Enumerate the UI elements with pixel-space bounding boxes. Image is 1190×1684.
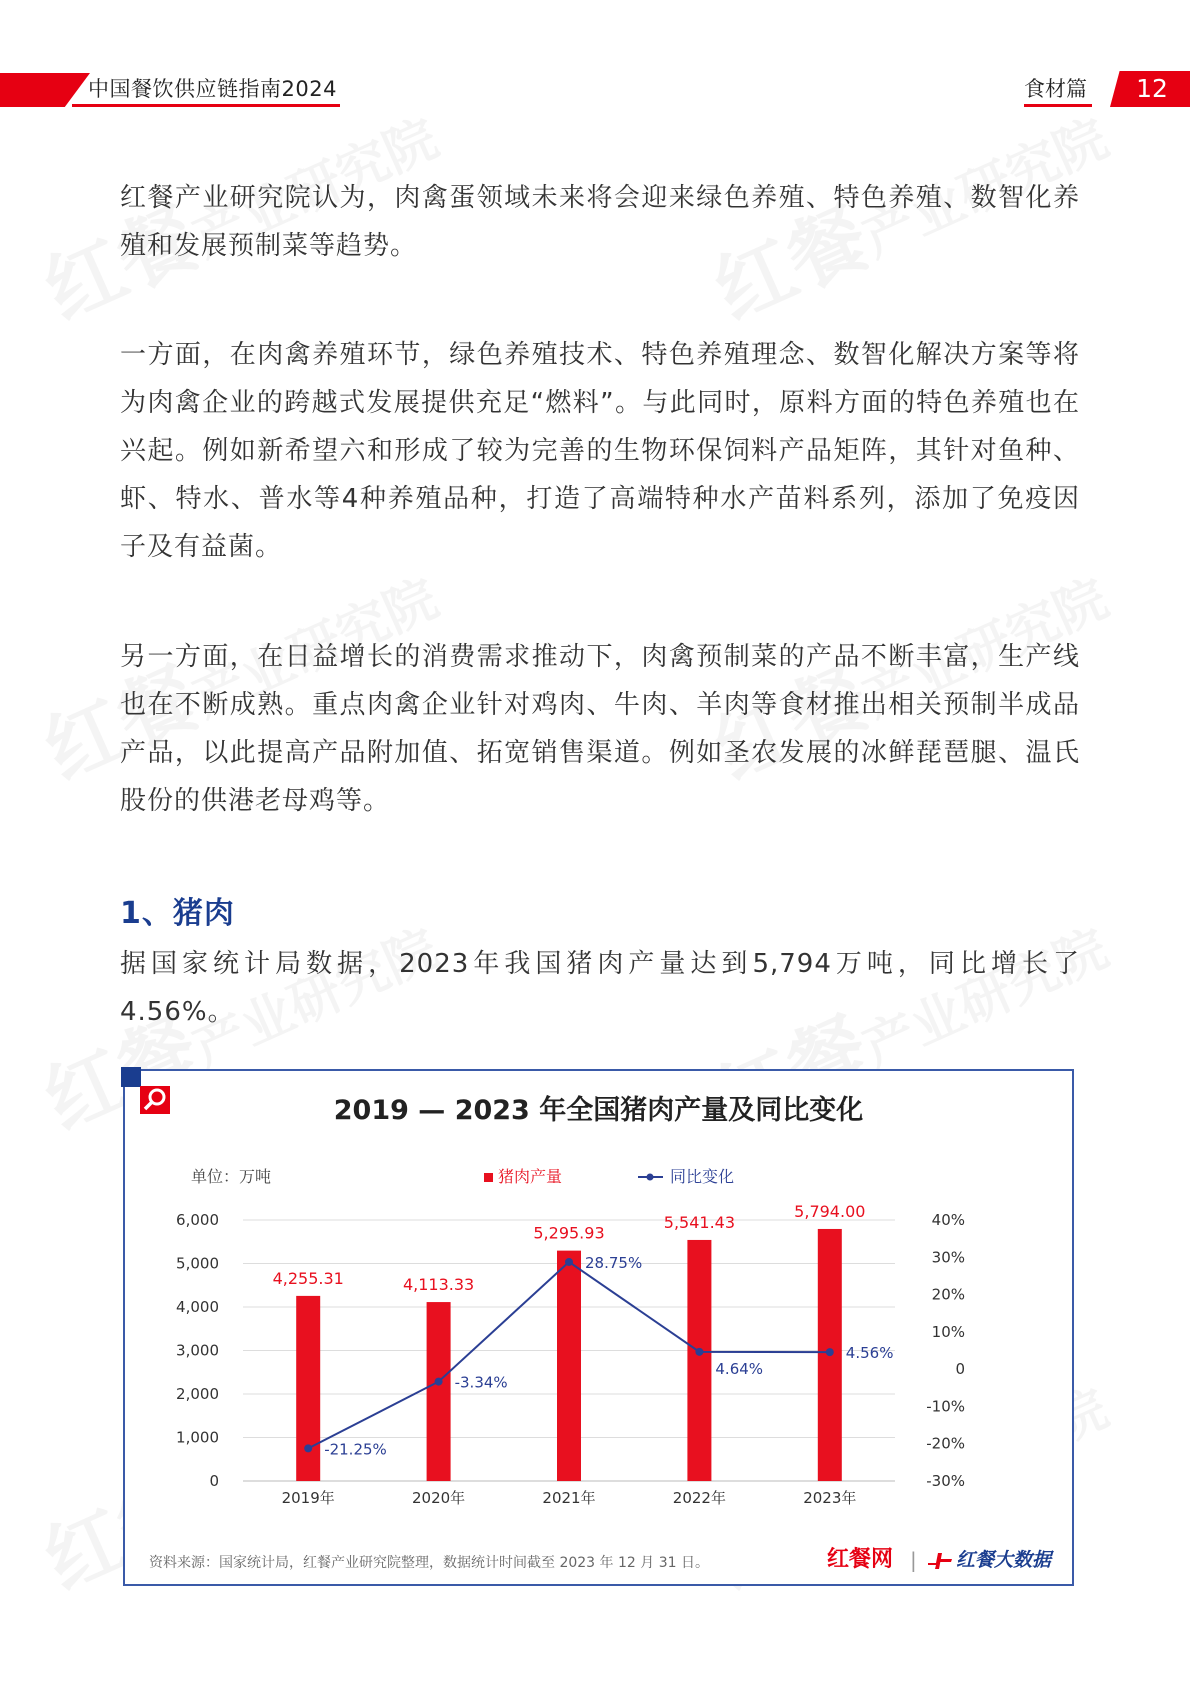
legend-bar-label: 猪肉产量 [498,1167,563,1186]
paragraph-pork-output: 据国家统计局数据，2023年我国猪肉产量达到5,794万吨，同比增长了4.56%。 [120,949,1080,1027]
y-left-tick-label: 1,000 [176,1428,219,1447]
bar-data-label: 5,541.43 [663,1212,736,1232]
hongcan-logo: 红餐网 [827,1547,894,1572]
yoy-point [565,1258,573,1266]
x-tick-label: 2021年 [542,1489,596,1507]
bar [296,1296,320,1481]
y-right-tick-label: 30% [931,1248,965,1267]
x-tick-label: 2022年 [672,1489,726,1507]
bar-data-label: 4,255.31 [272,1268,344,1288]
y-right-tick-label: 40% [931,1211,965,1229]
unit-label: 单位：万吨 [191,1167,272,1186]
x-tick-label: 2020年 [412,1489,466,1507]
yoy-point [826,1348,834,1356]
bar-data-label: 4,113.33 [402,1275,475,1295]
legend-bar-swatch [484,1173,493,1182]
legend-line-label: 同比变化 [670,1167,735,1186]
logo-divider: | [910,1548,917,1572]
section-heading-pork: 1、猪肉 [120,896,235,931]
y-right-tick-label: 10% [931,1322,965,1341]
yoy-data-label: -3.34% [454,1373,508,1392]
hongcan-data-logo-icon [926,1549,954,1573]
y-left-tick-label: 0 [209,1472,219,1490]
yoy-data-label: 28.75% [585,1253,643,1272]
header-underline-left [72,104,340,107]
y-left-tick-label: 3,000 [176,1341,219,1360]
y-left-tick-label: 4,000 [176,1298,219,1316]
y-left-tick-label: 5,000 [176,1254,219,1273]
yoy-point [695,1348,703,1356]
yoy-data-label: 4.56% [845,1344,894,1363]
y-right-tick-label: -10% [926,1397,965,1416]
section-label: 食材篇 [1024,77,1087,101]
chart-source: 资料来源：国家统计局，红餐产业研究院整理，数据统计时间截至 2023 年 12 月 31 日。 [149,1555,709,1571]
paragraph-prepared-food: 另一方面，在日益增长的消费需求推动下，肉禽预制菜的产品不断丰富，生产线也在不断成熟。重点肉禽企业针对鸡肉、牛肉、羊肉等食材推出相关预制半成品产品，以此提高产品附加值、拓宽销售渠道。例如圣农发展的冰鲜琵琶腿、温氏股份的供港老母鸡等。 [120,642,1080,816]
header-underline-right [1024,104,1092,107]
paragraph-trends: 红餐产业研究院认为，肉禽蛋领域未来将会迎来绿色养殖、特色养殖、数智化养殖和发展预制菜等趋势。 [120,183,1080,261]
chart-title: 2019 — 2023 年全国猪肉产量及同比变化 [333,1095,864,1126]
bar-data-label: 5,794.00 [794,1201,866,1221]
bar [557,1251,581,1481]
x-tick-label: 2019年 [281,1489,335,1507]
document-title: 中国餐饮供应链指南2024 [88,77,337,101]
yoy-data-label: 4.64% [715,1359,764,1378]
page-number: 12 [1136,74,1168,103]
header-accent-left [0,73,90,107]
paragraph-breeding: 一方面，在肉禽养殖环节，绿色养殖技术、特色养殖理念、数智化解决方案等将为肉禽企业的跨越式发展提供充足“燃料”。与此同时，原料方面的特色养殖也在兴起。例如新希望六和形成了较为完善的生物环保饲料产品矩阵，其针对鱼种、虾、特水、普水等4种养殖品种，打造了高端特种水产苗料系列，添加了免疫因子及有益菌。 [120,340,1080,562]
y-right-tick-label: 0 [955,1360,965,1379]
legend-line-marker [647,1174,654,1181]
y-right-tick-label: 20% [931,1285,965,1304]
bar-data-label: 5,295.93 [533,1223,605,1243]
pork-production-chart [125,1071,1072,1584]
y-left-tick-label: 6,000 [176,1211,219,1229]
y-right-tick-label: -30% [926,1472,965,1490]
x-tick-label: 2023年 [803,1489,857,1507]
yoy-point [304,1444,312,1452]
bar [687,1240,711,1481]
bar [427,1302,451,1481]
yoy-point [435,1378,443,1386]
hongcan-data-logo: 红餐大数据 [956,1549,1052,1571]
yoy-data-label: -21.25% [324,1440,387,1459]
y-left-tick-label: 2,000 [176,1385,219,1403]
y-right-tick-label: -20% [926,1434,965,1453]
